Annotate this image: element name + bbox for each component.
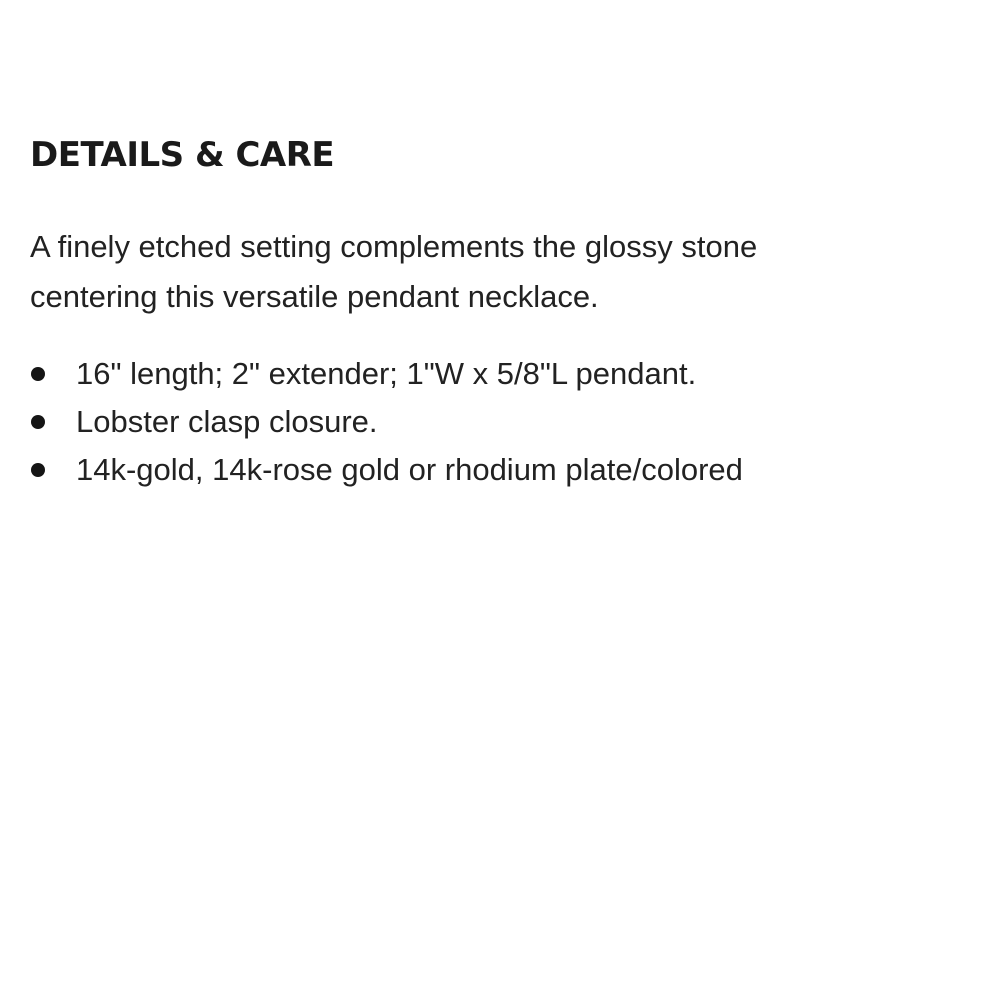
list-item: [30, 350, 930, 398]
section-heading: DETAILS & CARE: [30, 135, 335, 175]
bullet-icon: [31, 367, 45, 381]
list-item-text: Lobster clasp closure.: [76, 404, 378, 439]
bullet-icon: [31, 463, 45, 477]
details-care-section: [30, 133, 930, 494]
list-item: [30, 446, 930, 494]
list-item-text: 16" length; 2" extender; 1"W x 5/8"L pendant.: [76, 356, 697, 391]
list-item: [30, 398, 930, 446]
bullet-icon: [31, 415, 45, 429]
details-list: [30, 350, 930, 494]
product-description: A finely etched setting complements the glossy stone centering this versatile pendant necklace.: [30, 229, 758, 314]
list-item-text: 14k-gold, 14k-rose gold or rhodium plate/colored: [76, 452, 743, 487]
